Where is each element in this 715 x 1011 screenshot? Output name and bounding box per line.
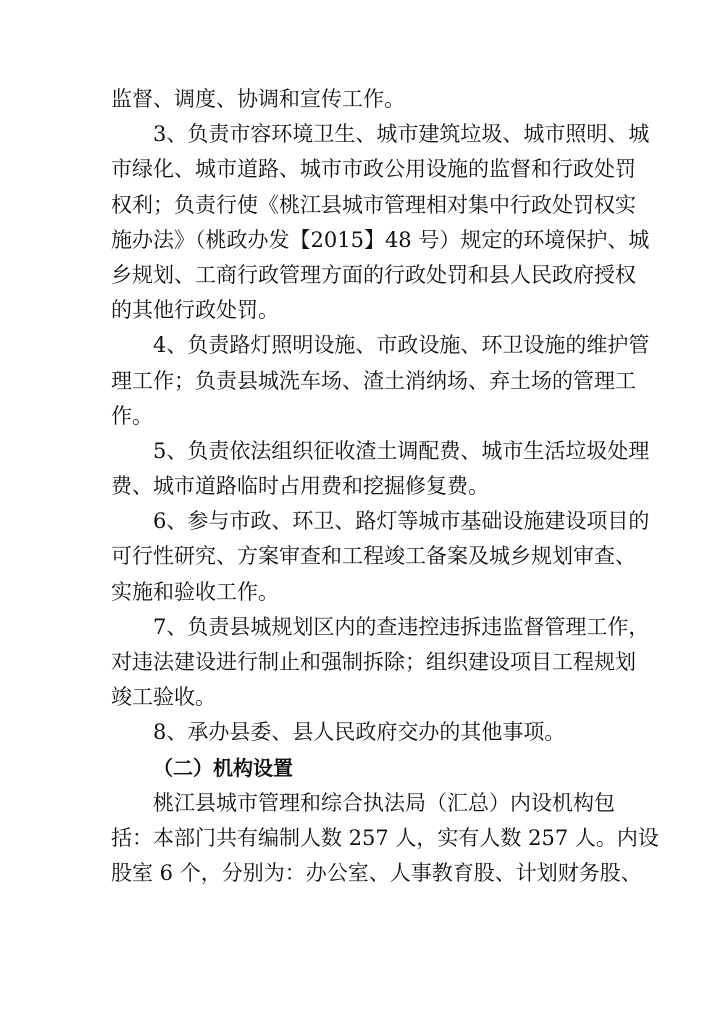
section-heading: （二）机构设置 <box>153 755 293 780</box>
paragraph-line: 费、城市道路临时占用费和挖掘修复费。 <box>111 474 489 499</box>
paragraph-line: 监督、调度、协调和宣传工作。 <box>111 87 405 111</box>
paragraph-line: 市绿化、城市道路、城市市政公用设施的监督和行政处罚 <box>111 157 636 182</box>
paragraph-line: 4、负责路灯照明设施、市政设施、环卫设施的维护管 <box>153 333 650 358</box>
paragraph-line: 桃江县城市管理和综合执法局（汇总）内设机构包 <box>153 790 615 815</box>
paragraph-line: 8、承办县委、县人民政府交办的其他事项。 <box>153 720 566 745</box>
paragraph-line: 6、参与市政、环卫、路灯等城市基础设施建设项目的 <box>153 509 650 534</box>
document-body <box>111 82 659 891</box>
paragraph-line: 理工作；负责县城洗车场、渣土消纳场、弃土场的管理工 <box>111 368 636 393</box>
paragraph-line: 3、负责市容环境卫生、城市建筑垃圾、城市照明、城 <box>153 122 650 147</box>
paragraph-line: 施办法》（桃政办发【2015】48 号）规定的环境保护、城 <box>111 227 650 252</box>
paragraph-line: 7、负责县城规划区内的查违控违拆违监督管理工作， <box>153 614 650 639</box>
paragraph-line: 竣工验收。 <box>111 685 216 710</box>
paragraph-line: 括：本部门共有编制人数 257 人，实有人数 257 人。内设 <box>111 825 659 850</box>
paragraph-line: 权利；负责行使《桃江县城市管理相对集中行政处罚权实 <box>111 192 636 217</box>
paragraph-line: 可行性研究、方案审查和工程竣工备案及城乡规划审查、 <box>111 544 636 569</box>
paragraph-line: 乡规划、工商行政管理方面的行政处罚和县人民政府授权 <box>111 262 636 287</box>
paragraph-line: 股室 6 个，分别为：办公室、人事教育股、计划财务股、 <box>111 861 642 886</box>
paragraph-line: 实施和验收工作。 <box>111 579 279 604</box>
paragraph-line: 对违法建设进行制止和强制拆除；组织建设项目工程规划 <box>111 650 636 674</box>
paragraph-line: 作。 <box>111 403 153 428</box>
paragraph-line: 的其他行政处罚。 <box>111 298 279 323</box>
paragraph-line: 5、负责依法组织征收渣土调配费、城市生活垃圾处理 <box>153 438 650 463</box>
